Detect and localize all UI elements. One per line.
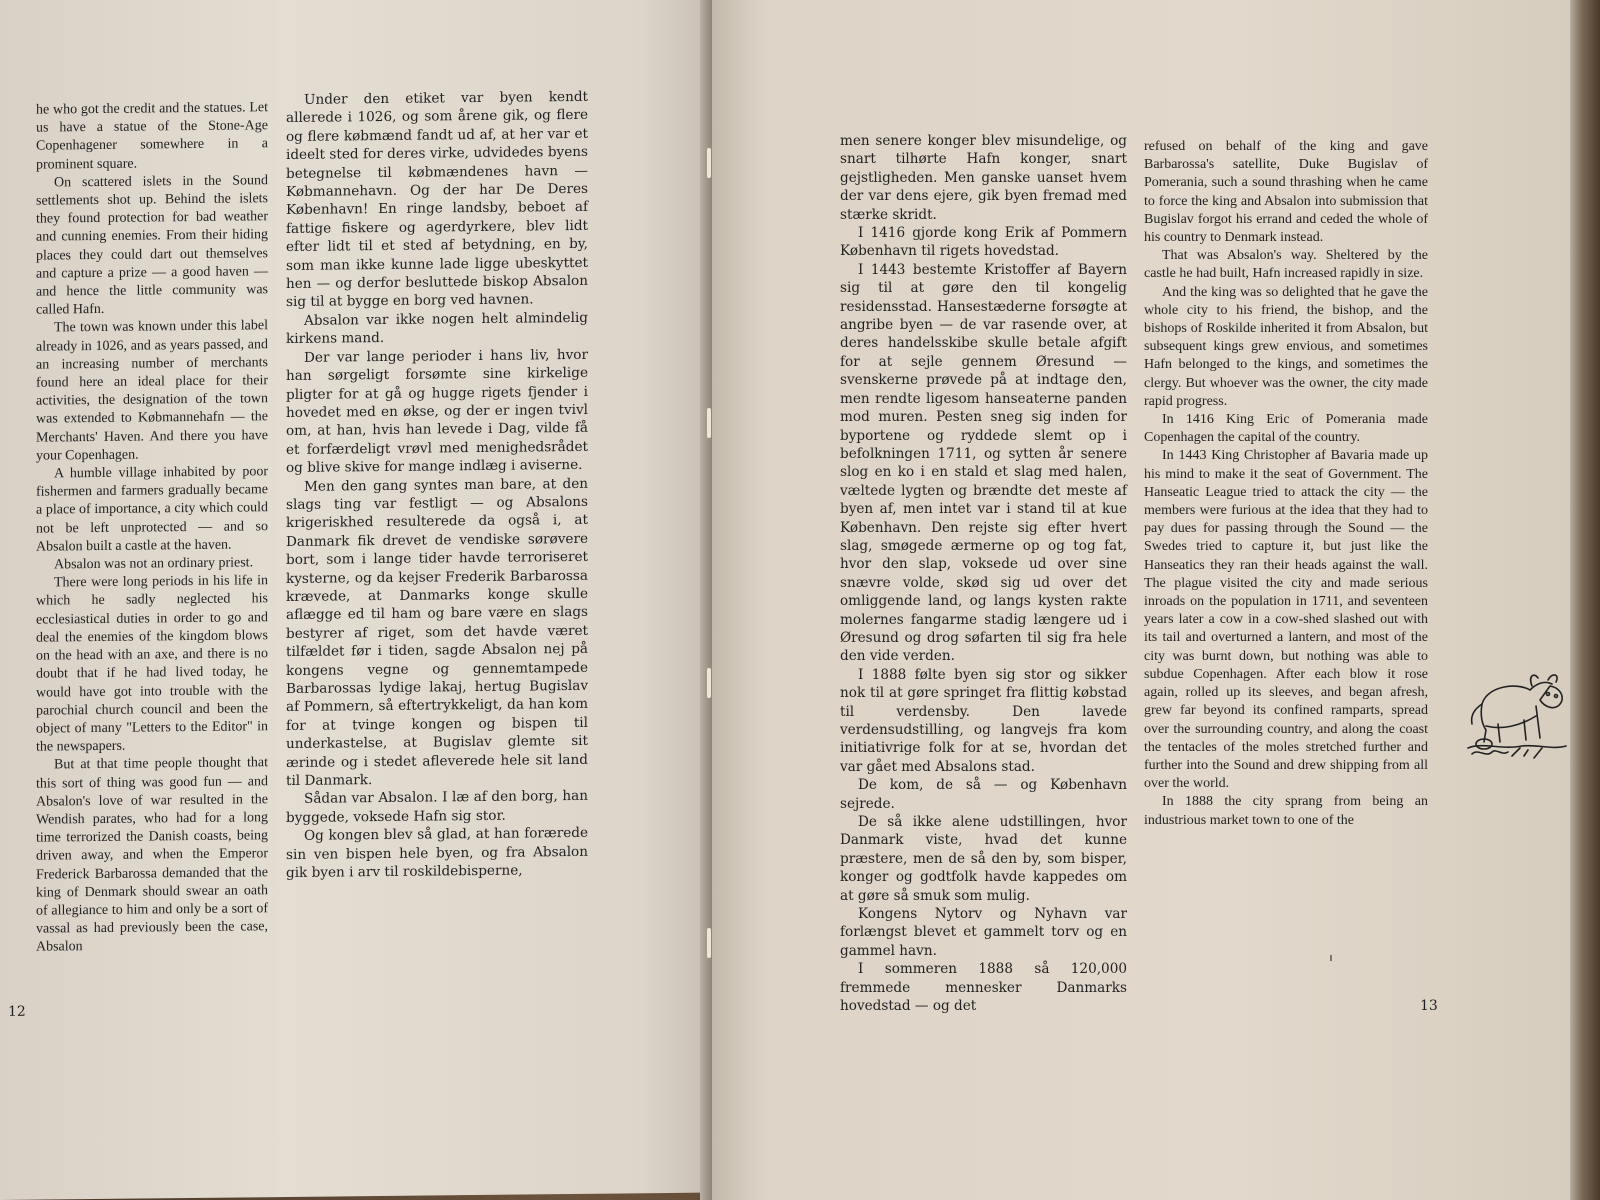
paragraph: De så ikke alene udstillingen, hvor Danmark viste, hvad det kunne præstere, men de så den by, som bisper, konger og godtfolk havde kappedes om at gøre så smuk som mulig. xyxy=(840,814,1127,904)
paragraph: Men den gang syntes man bare, at den slags ting var festligt — og Absalons krigeriskhed resulterede da også i, at Danmark fik drevet de vendiske sørøvere bort, som i lange tider havde terroriseret kysterne, og da kejser Frederik Barbarossa krævede, at Danmarks konge skulle aflægge ed til ham og bare være en slags bestyrer af riget, som det havde været tilfældet før i tiden, sagde Absalon nej på kongens vegne og gennemtampede Barbarossas lydige lakaj, hertug Bugislav af Pommern, så eftertrykkeligt, da han kom for at tvinge kongen og bispen til underkastelse, at Bugislav glemte sit ærinde og i stedet afleverede hele sit land til Danmark. xyxy=(286,475,588,790)
paragraph: he who got the credit and the statues. Let us have a statue of the Stone-Age Copenhagener somewhere in a prominent square. xyxy=(36,100,268,173)
paragraph: Og kongen blev så glad, at han forærede sin ven bispen hele byen, og fra Absalon gik byen i arv til roskildebisperne, xyxy=(286,825,588,882)
binding-stitch xyxy=(707,408,711,438)
paragraph: In 1888 the city sprang from being an industrious market town to one of the xyxy=(1144,794,1428,828)
paragraph: Kongens Nytorv og Nyhavn var forlængst blevet et gammelt torv og en gammel havn. xyxy=(840,906,1127,959)
paragraph: I 1888 følte byen sig stor og sikker nok til at gøre springet fra flittig købstad til verdensby. Den lavede verdensudstilling, og langvejs fra kom initiativrige folk for at se, hvordan det var gået med Absalons stad. xyxy=(840,666,1127,775)
paragraph: And the king was so delighted that he gave the whole city to his friend, the bishop, and the bishops of Roskilde inherited it from Absalon, but subsequent kings grew envious, and sometimes Hafn belonged to the kings, and sometimes the clergy. But whoever was the owner, the city made rapid progress. xyxy=(1144,284,1428,409)
paragraph: There were long periods in his life in which he sadly neglected his ecclesiastical duties in order to go and deal the enemies of the kingdom blows on the head with an axe, and there is no doubt that if he had lived today, he would have got into trouble with the parochial church council and been the object of many "Letters to the Editor" in the newspapers. xyxy=(36,573,268,755)
paragraph: The town was known under this label already in 1026, and as years passed, and an increasing number of merchants found here an ideal place for their activities, the designation of the town was extended to Købmannehafn — the Merchants' Haven. And there you have your Copenhagen. xyxy=(36,318,268,464)
cow-sketch-icon xyxy=(1462,664,1572,764)
right-page xyxy=(712,0,1570,1200)
page-number-right: 13 xyxy=(1420,998,1438,1014)
left-english-column xyxy=(36,99,268,957)
left-danish-column xyxy=(286,88,588,883)
binding-stitch xyxy=(707,668,711,698)
binding-stitch xyxy=(707,148,711,178)
paragraph: Sådan var Absalon. I læ af den borg, han byggede, voksede Hafn sig stor. xyxy=(286,788,588,826)
paragraph: I sommeren 1888 så 120,000 fremmede mennesker Danmarks hovedstad — og det xyxy=(840,961,1127,1015)
paragraph: De kom, de så — og København sejrede. xyxy=(840,777,1127,812)
page-number-left: 12 xyxy=(8,1003,26,1020)
paragraph: Der var lange perioder i hans liv, hvor han sørgeligt forsømte sine kirkelige pligter for at gå og hugge rigets fjender i hovedet med en økse, og der er ingen tvivl om, at han, hvis han levede i Dag, vilde få et forfærdeligt vrøvl med menighedsrådet og blive skive for mange indlæg i aviserne. xyxy=(286,346,588,477)
paragraph: Under den etiket var byen kendt allerede i 1026, og som årene gik, og flere og flere købmænd fandt ud af, at her var et ideelt sted for deres virke, udvidedes byens betegnelse til købmændenes havn — Købmannehavn. Og der har De Deres København! En ringe landsby, beboet af fattige fiskere og agerdyrkere, blev lidt efter lidt til et sted af betydning, en by, som man ikke kunne lade ligge ubeskyttet hen — og derfor besluttede biskop Absalon sig til at bygge en borg ved havnen. xyxy=(286,88,588,311)
binding-stitch xyxy=(707,928,711,958)
paragraph: But at that time people thought that this sort of thing was good fun — and Absalon's love of war resulted in the Wendish parates, who had for a long time terrorized the Danish coasts, being driven away, and when the Emperor Frederick Barbarossa demanded that the king of Denmark should swear an oath of allegiance to him and only be a sort of vassal as had previously been the case, Absalon xyxy=(36,755,268,955)
paragraph: That was Absalon's way. Sheltered by the castle he had built, Hafn increased rapidly in size. xyxy=(1144,248,1428,282)
paragraph: In 1443 King Christopher af Bavaria made up his mind to make it the seat of Government. The Hanseatic League tried to attack the city — the members were furious at the idea that they had to pay dues for passing through the Sound — the Swedes tried to capture it, but just like the Hanseatics they ran their heads against the wall. The plague visited the city and made serious inroads on the population in 1711, and seventeen years later a cow in a cow-shed slashed out with its tail and overturned a lantern, and most of the city was burnt down, but nothing was able to subdue Copenhagen. After each blow it rose again, rolled up its sleeves, and began afresh, grew far beyond its confined ramparts, spread over the surrounding country, and along the coast the tentacles of the moles stretched further and further into the Sound and drew shipping from all over the world. xyxy=(1144,448,1428,792)
right-english-column xyxy=(1144,138,1428,830)
paragraph: A humble village inhabited by poor fishermen and farmers gradually became a place of importance, a city which could not be left unprotected — and so Absalon built a castle at the haven. xyxy=(36,464,268,555)
paragraph: refused on behalf of the king and gave Barbarossa's satellite, Duke Bugislav of Pomerania, such a sound thrashing when he came to force the king and Absalon into submission that Bugislav forgot his errand and ceded the whole of his country to Denmark instead. xyxy=(1144,139,1428,246)
left-page xyxy=(0,0,712,1200)
ink-mark xyxy=(1330,955,1332,961)
paragraph: On scattered islets in the Sound settlements shot up. Behind the islets they found protection for bad weather and cunning enemies. From their hiding places they could dart out themselves and capture a prize — a good haven — and hence the little community was called Hafn. xyxy=(36,173,268,318)
paragraph: In 1416 King Eric of Pomerania made Copenhagen the capital of the country. xyxy=(1144,412,1428,446)
paragraph: Absalon was not an ordinary priest. xyxy=(54,555,254,573)
paragraph: men senere konger blev misundelige, og snart tilhørte Hafn konger, snart gejstligheden. Men ganske uanset hvem der var dens ejere, gik byen fremad med stærke skridt. xyxy=(840,133,1127,223)
paragraph: I 1416 gjorde kong Erik af Pommern København til rigets hovedstad. xyxy=(840,225,1127,260)
paragraph: Absalon var ikke nogen helt almindelig kirkens mand. xyxy=(286,309,588,348)
paragraph: I 1443 bestemte Kristoffer af Bayern sig til at gøre den til kongelig residensstad. Hansestæderne forsøgte at angribe byen — de var rasende over, at deres handelsskibe skulle betale afgift for at sejle gennem Øresund — svenskerne prøvede på at indtage den, men rendte ligesom hanseaterne panden mod muren. Pesten sneg sig inden for byportene og ryddede slemt op i befolkningen 1711, og sytten år senere slog en ko i en stald et slag med halen, væltede lygten og brændte det meste af byen af, men intet var i stand til at kue København. Den rejste sig efter hvert slag, smøgede ærmerne op og tog fat, hvor den slap, voksede ud over sine snævre volde, skød sig ud over det omliggende land, og langs kysten rakte molernes fangarme stadig længere ud i Øresund og drog søfarten til sig fra hele den vide verden. xyxy=(840,261,1127,665)
right-danish-column xyxy=(840,132,1127,1016)
table-edge xyxy=(1570,0,1600,1200)
